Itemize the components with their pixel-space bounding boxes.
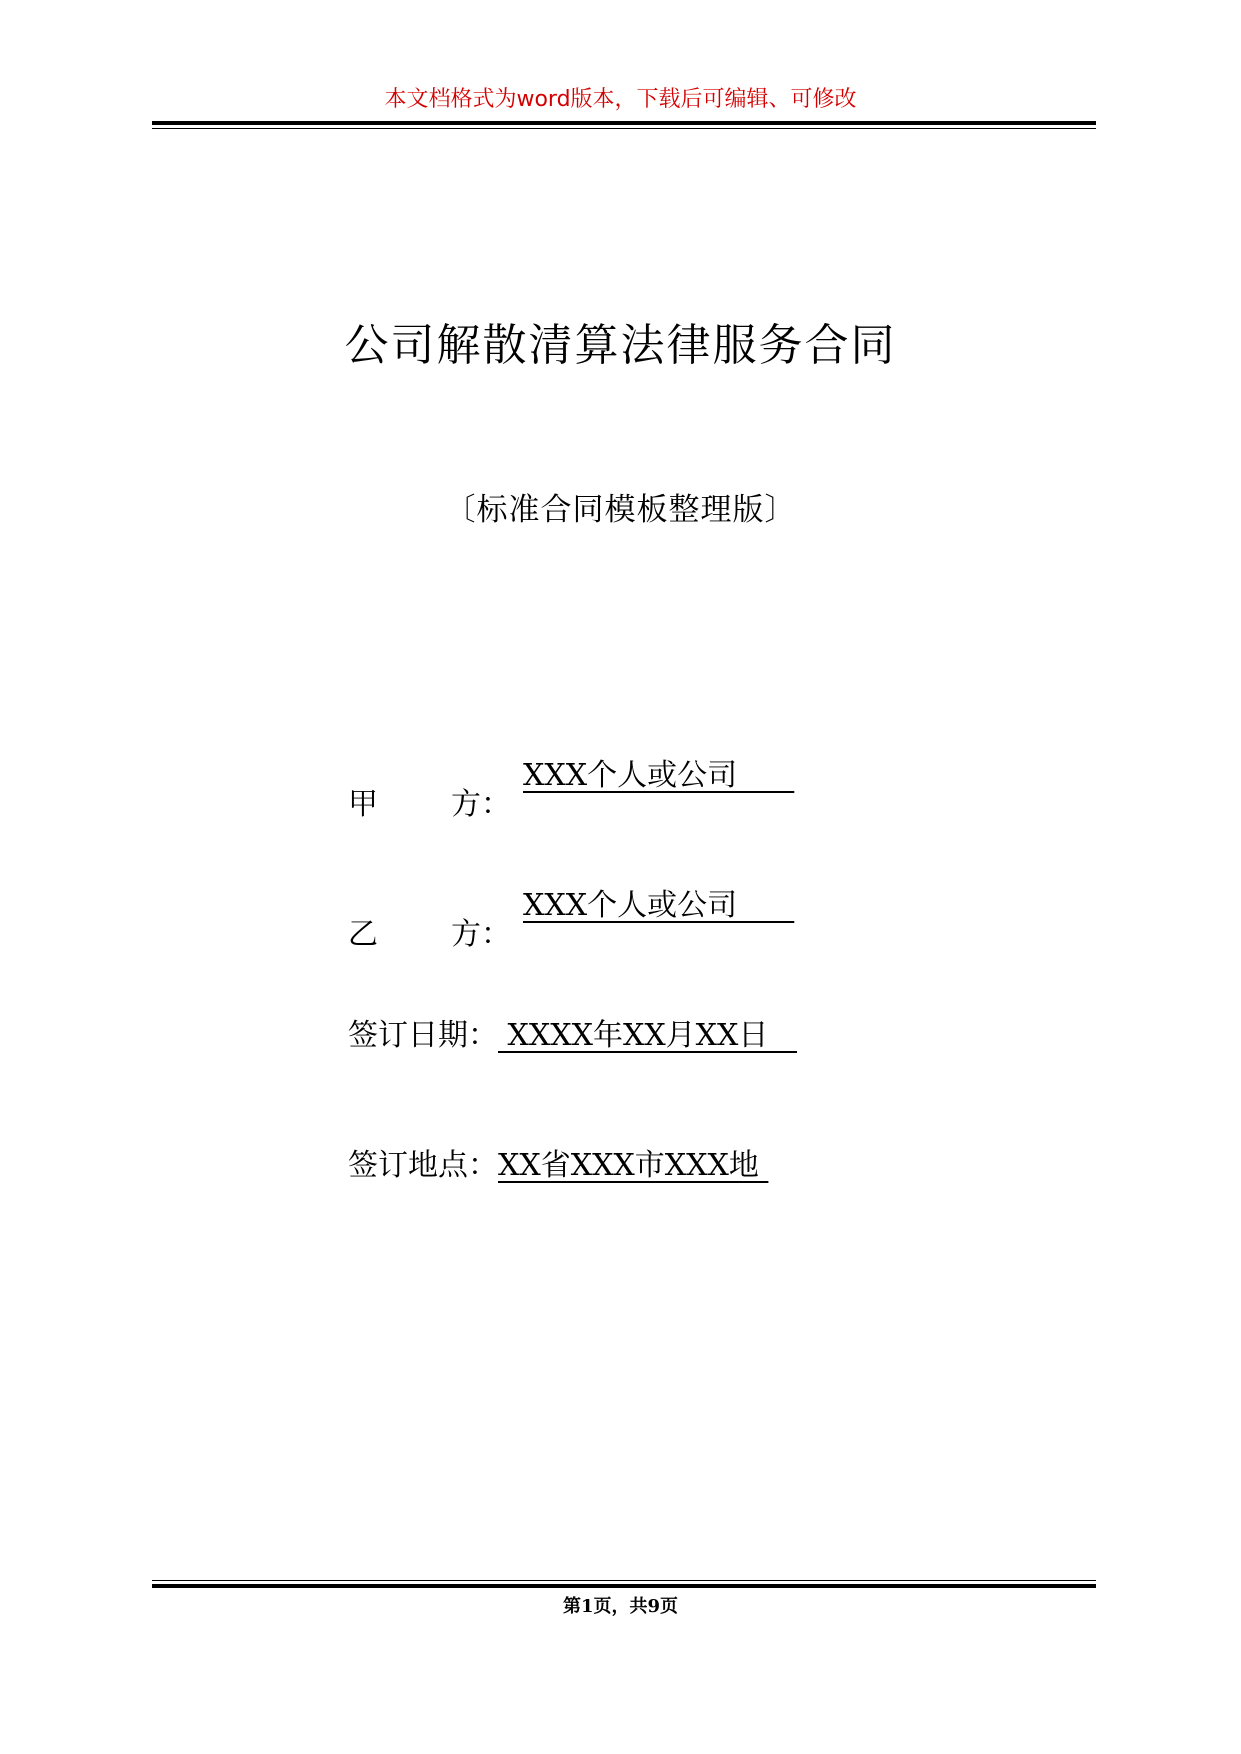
header-rule-thin	[152, 128, 1096, 129]
field-party-a	[348, 756, 795, 822]
field-sign-place	[348, 1146, 768, 1186]
document-subtitle: 〔标准合同模板整理版〕	[444, 492, 797, 528]
sign-place-label: 签订地点：	[348, 1148, 498, 1183]
sign-place-value: XX省XXX市XXX地	[498, 1148, 769, 1183]
party-a-label-char1: 甲	[348, 787, 378, 822]
field-party-b	[348, 886, 795, 952]
field-sign-date	[348, 1016, 797, 1056]
document-title: 公司解散清算法律服务合同	[344, 320, 897, 371]
footer-page-info: 第1页，共9页	[562, 1596, 679, 1617]
header-note: 本文档格式为word版本，下载后可编辑、可修改	[384, 87, 857, 112]
header-rule-thick	[152, 121, 1096, 125]
party-b-label-char2: 方：	[451, 917, 511, 952]
party-a-label-char2: 方：	[451, 787, 511, 822]
footer-rule-thick	[152, 1584, 1096, 1588]
sign-date-value: XXXX年XX月XX日	[498, 1018, 798, 1053]
party-b-label-char1: 乙	[348, 917, 378, 952]
footer-rule-thin	[152, 1580, 1096, 1581]
sign-date-label: 签订日期：	[348, 1018, 498, 1053]
party-b-value: XXX个人或公司	[523, 888, 795, 923]
party-a-value: XXX个人或公司	[523, 758, 795, 793]
